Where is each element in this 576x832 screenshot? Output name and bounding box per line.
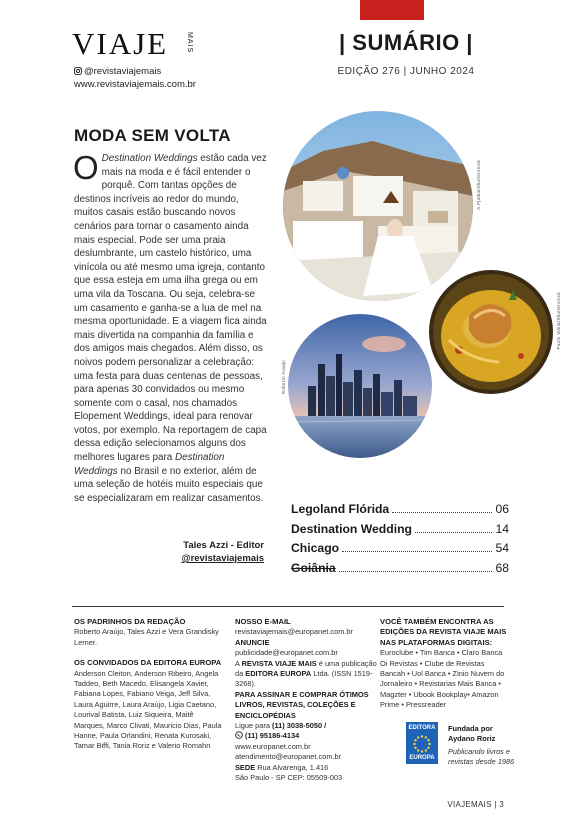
fundada-label: Fundada por	[448, 724, 493, 733]
editor-handle[interactable]: @revistaviajemais	[181, 553, 264, 564]
phone-line-1: Ligue para (11) 3038-5050 /	[235, 721, 327, 731]
edition-info: EDIÇÃO 276 | JUNHO 2024	[337, 66, 475, 77]
toc-item-name: Destination Wedding	[291, 521, 412, 536]
toc-item-page: 14	[495, 521, 509, 536]
atendimento-email[interactable]: atendimento@europanet.com.br	[235, 752, 342, 762]
convidados-text: Anderson Cleiton, Anderson Ribeiro, Angela Taddeo, Beth Macedo, Elisangela Xavier, Fabiana Lopes, Fabiano Veiga, Jeff Silva, Laura Aguirre, Laura Araújo, Ligia Caetano, Lourival Batista, Luiz Siqueira, Maitê Marques, Marco Clivati, Mauricio Dias, Paula Hanne, Paula Orlandini, Renata Kurosaki, Tamar Biffi, Tania Roriz e Valerio Romahn	[74, 668, 222, 751]
toc-leader-dots	[342, 550, 492, 552]
editor-name: Tales Azzi - Editor	[183, 540, 264, 551]
photo-credit-1: A.Pjatkin/shutterstock	[476, 160, 481, 210]
credits-column-1	[74, 617, 222, 752]
eu-stars-icon	[412, 734, 432, 754]
article-title: MODA SEM VOLTA	[74, 126, 231, 145]
photo-santorini-wedding	[283, 111, 473, 301]
publicando-text: Publicando livros e revistas desde 1986	[448, 747, 515, 766]
section-title: | SUMÁRIO |	[339, 30, 473, 55]
toc-item-page: 54	[495, 541, 509, 555]
toc-item-page: 06	[495, 502, 509, 516]
toc-item[interactable]	[291, 561, 509, 581]
toc-leader-dots	[392, 511, 492, 513]
photo-food-dish	[429, 270, 553, 394]
drop-cap: O	[73, 149, 99, 186]
toc-item-name: Goiânia	[291, 560, 336, 575]
photo-credit-3: Roberto Araújo	[281, 360, 286, 395]
ee-logo-bottom: EUROPA	[409, 755, 435, 761]
city-cep: São Paulo - SP CEP: 05509-003	[235, 773, 343, 783]
toc-leader-dots	[339, 570, 493, 572]
whatsapp-icon	[235, 731, 243, 739]
ee-logo-top: EDITORA	[408, 725, 436, 731]
photo-chicago-skyline	[288, 314, 432, 458]
page-footer: VIAJEMAIS | 3	[447, 800, 504, 809]
toc-item[interactable]	[291, 541, 509, 561]
email-heading: NOSSO E-MAIL	[235, 617, 291, 626]
padrinhos-text: Roberto Araújo, Tales Azzi e Vera Grandisky Lerner.	[74, 627, 219, 647]
phone-line-2[interactable]: (11) 95186-4134	[235, 731, 381, 741]
padrinhos-heading: OS PADRINHOS DA REDAÇÃO	[74, 617, 186, 626]
red-accent-bar	[360, 0, 424, 20]
toc-item-page: 68	[495, 560, 509, 575]
article-text-em-2: Destination Weddings	[74, 452, 225, 477]
credits-column-3	[380, 617, 510, 711]
digital-platforms: Euroclube • Tim Banca • Claro Banca Oi Revistas • Clube de Revistas Bancah • Uol Banca • Zinio Nuvem do Jornaleiro • Revistarias Mais Banca • Magzter • Ubook Bookplay• Amazon Prime • Pressreader	[380, 648, 505, 710]
toc-item[interactable]	[291, 522, 509, 542]
founder-info	[448, 724, 526, 766]
sede-address: SEDE Rua Alvarenga, 1.416	[235, 762, 329, 772]
toc-leader-dots	[415, 531, 492, 533]
instagram-handle[interactable]	[74, 66, 161, 77]
instagram-handle-text: @revistaviajemais	[84, 66, 162, 77]
editor-signature	[150, 539, 264, 565]
digital-heading: VOCÊ TAMBÉM ENCONTRA AS EDIÇÕES DA REVISTA VIAJE MAIS NAS PLATAFORMAS DIGITAIS:	[380, 617, 507, 647]
assinar-heading: PARA ASSINAR E COMPRAR ÓTIMOS LIVROS, REVISTAS, COLEÇÕES E ENCICLOPÉDIAS	[235, 689, 369, 720]
magazine-logo: VIAJE	[72, 26, 169, 61]
toc-item-name: Legoland Flórida	[291, 502, 390, 516]
publication-info: A REVISTA VIAJE MAIS é uma publicação da EDITORA EUROPA Ltda. (ISSN 1519-3268).	[235, 658, 377, 689]
anuncie-email[interactable]: publicidade@europanet.com.br	[235, 648, 338, 658]
website-link[interactable]: www.revistaviajemais.com.br	[74, 79, 196, 90]
convidados-heading: OS CONVIDADOS DA EDITORA EUROPA	[74, 658, 222, 668]
section-divider	[72, 606, 504, 607]
article-body	[73, 149, 270, 505]
founder-name: Aydano Roriz	[448, 733, 496, 743]
email-link[interactable]: revistaviajemais@europanet.com.br	[235, 627, 354, 637]
instagram-icon	[74, 67, 82, 75]
toc-item-name: Chicago	[291, 541, 340, 555]
photo-credit-2: Paulo Vilela/Shutterstock	[556, 292, 561, 350]
europanet-site[interactable]: www.europanet.com.br	[235, 741, 311, 751]
anuncie-heading: ANUNCIE	[235, 637, 270, 647]
article-text-em-1: Destination Weddings	[101, 153, 198, 164]
article-text-2: no Brasil e no exterior, além de uma seleção de hotéis muito especiais que se especializaram em realizar casamentos.	[74, 465, 264, 504]
editora-europa-logo	[406, 722, 438, 764]
magazine-logo-suffix: MAIS	[186, 32, 193, 54]
credits-column-2	[235, 617, 381, 784]
table-of-contents	[291, 502, 509, 580]
toc-item[interactable]	[291, 502, 509, 522]
article-text-1: estão cada vez mais na moda e é fácil entender o porquê. Com tantas opções de destinos incríveis ao redor do mundo, muitos casais estão buscando novos cenários para tornar o casamento ainda mais especial. Pode ser uma praia deslumbrante, um castelo histórico, uma vinícola ou até mesmo uma igreja, contanto que essa esteja em uma ilha grega ou em uma vila da Toscana. Ou seja, celebra-se um casamento e ganha-se a lua de mel na mesma oportunidade. E a viagem fica ainda mais divertida na companhia da família e dos amigos mais chegados. Além disso, os noivos podem personalizar a celebração: uma festa para duas centenas de pessoas, para apenas 30 convidados ou mesmo somente com o casal, nos chamados Elopement Weddings, ideal para renovar votos, por exemplo. Na reportagem de capa dessa edição selecionamos alguns dos melhores lugares para	[74, 153, 267, 464]
